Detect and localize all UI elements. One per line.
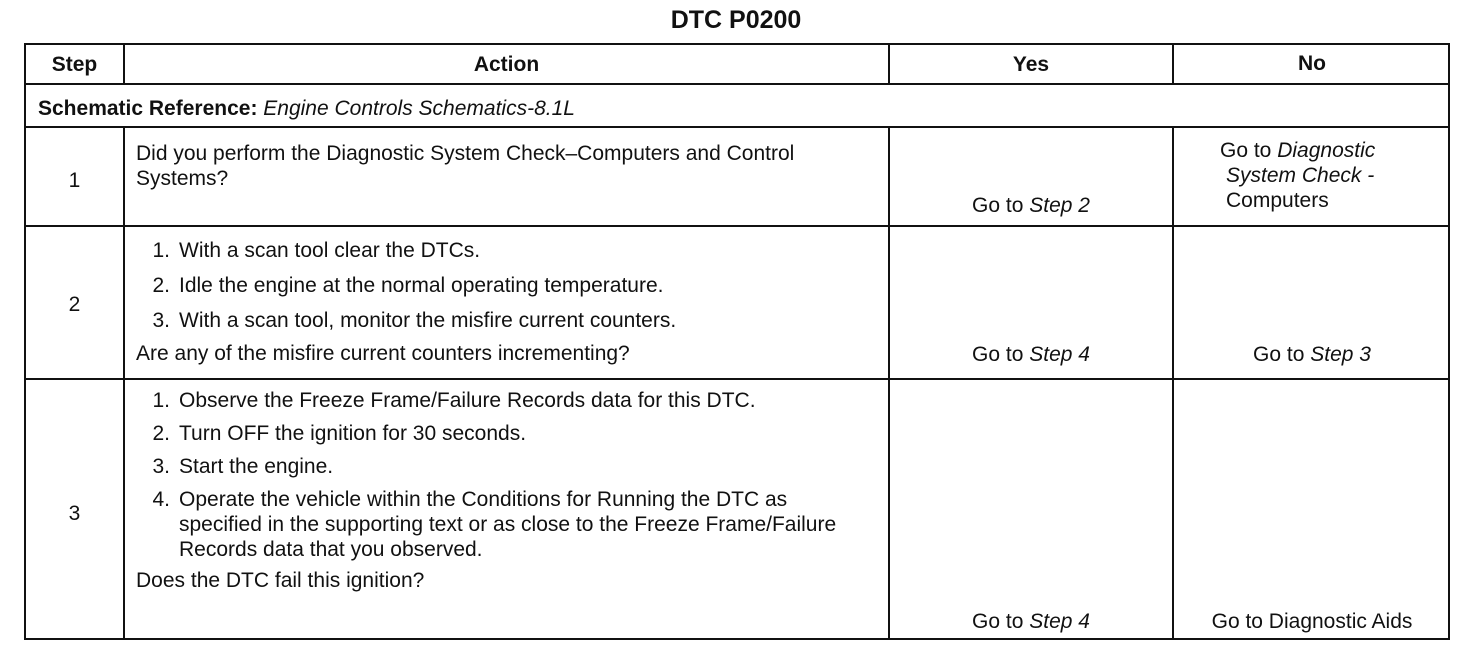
step-3-item: 4. Operate the vehicle within the Conditions for Running the DTC as specified in the supporting text or as close to the Freeze Frame/Failure Records data that you observed. xyxy=(152,488,837,561)
header-action: Action xyxy=(473,53,540,76)
step-1-yes-prefix: Go to xyxy=(972,194,1030,217)
step-1-action: Did you perform the Diagnostic System Check–Computers and Control Systems? xyxy=(136,142,795,190)
header-rule xyxy=(26,83,1448,85)
document-title: DTC P0200 xyxy=(670,6,802,34)
row-2-rule xyxy=(26,378,1448,380)
step-3-item: 1. Observe the Freeze Frame/Failure Records data for this DTC. xyxy=(152,389,756,412)
header-yes: Yes xyxy=(1012,53,1050,76)
step-3-yes-prefix: Go to xyxy=(972,610,1030,633)
diagnostic-table xyxy=(24,43,1450,640)
step-3-question: Does the DTC fail this ignition? xyxy=(136,569,425,592)
step-1-no xyxy=(1174,138,1450,213)
step-1-no-ref-line2: System Check - xyxy=(1226,164,1375,187)
step-3-no: Go to Diagnostic Aids xyxy=(1211,610,1413,633)
step-1-yes-ref: Step 2 xyxy=(1029,194,1090,217)
step-2-yes xyxy=(890,342,1172,367)
step-2-item: 2. Idle the engine at the normal operating temperature. xyxy=(152,274,664,297)
step-1-no-prefix: Go to xyxy=(1220,139,1278,162)
header-no: No xyxy=(1298,52,1326,75)
schematic-rule xyxy=(26,126,1448,128)
step-3-item: 3. Start the engine. xyxy=(152,455,334,478)
step-2-number: 2 xyxy=(68,293,81,316)
step-3-action xyxy=(136,388,876,593)
step-2-no xyxy=(1174,342,1450,367)
step-2-no-ref: Step 3 xyxy=(1310,343,1371,366)
step-2-item: 3. With a scan tool, monitor the misfire current counters. xyxy=(152,309,677,332)
step-3-yes-ref: Step 4 xyxy=(1029,610,1090,633)
step-3-number: 3 xyxy=(68,502,81,525)
step-2-action xyxy=(136,238,876,366)
step-2-question: Are any of the misfire current counters incrementing? xyxy=(136,342,630,365)
schematic-reference xyxy=(38,96,1438,121)
schematic-label: Schematic Reference: xyxy=(38,97,258,120)
step-3-item: 2. Turn OFF the ignition for 30 seconds. xyxy=(152,422,527,445)
row-1-rule xyxy=(26,225,1448,227)
step-2-no-prefix: Go to xyxy=(1253,343,1311,366)
step-3-yes xyxy=(890,609,1172,634)
step-1-no-plain: Computers xyxy=(1226,189,1329,212)
step-1-number: 1 xyxy=(68,169,81,192)
step-2-yes-ref: Step 4 xyxy=(1029,343,1090,366)
step-1-no-ref-line1: Diagnostic xyxy=(1277,139,1376,162)
col-divider-step-body xyxy=(123,126,125,640)
schematic-value: Engine Controls Schematics-8.1L xyxy=(263,97,575,120)
step-1-yes xyxy=(890,193,1172,218)
step-2-item: 1. With a scan tool clear the DTCs. xyxy=(152,239,481,262)
step-2-yes-prefix: Go to xyxy=(972,343,1030,366)
step-3-list xyxy=(136,388,876,562)
header-step: Step xyxy=(51,53,98,76)
step-2-list xyxy=(136,238,876,333)
